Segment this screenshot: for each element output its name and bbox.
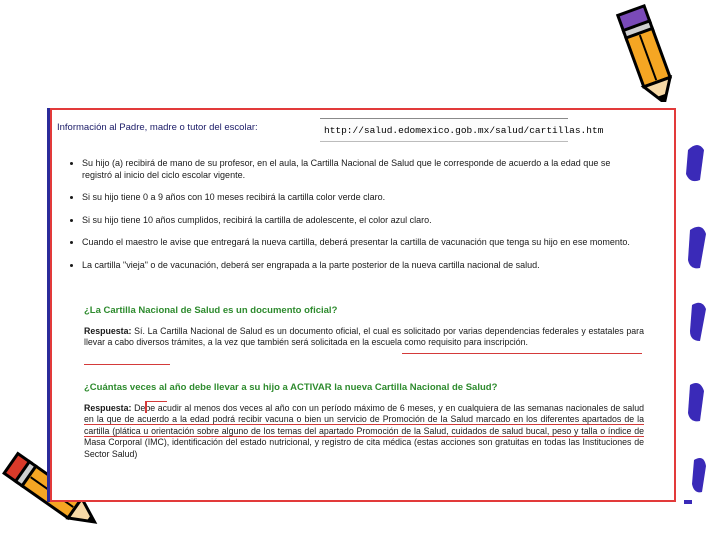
bullet-item: • Cuando el maestro le avise que entregará la nueva cartilla, deberá presentar la cartilla de vacunación que tenga su hijo en ese momento. bbox=[82, 237, 642, 249]
pencil-clipart-top bbox=[596, 2, 696, 102]
red-mark bbox=[145, 401, 147, 413]
red-underline bbox=[145, 401, 167, 402]
red-underline bbox=[84, 364, 170, 365]
question-heading: ¿La Cartilla Nacional de Salud es un documento oficial? bbox=[84, 305, 338, 316]
document-frame bbox=[50, 108, 676, 502]
red-underline bbox=[84, 436, 644, 437]
answer-label: Respuesta: bbox=[84, 403, 132, 413]
info-bullet-list bbox=[68, 158, 642, 282]
bullet-item: • Su hijo (a) recibirá de mano de su profesor, en el aula, la Cartilla Nacional de Salud que le corresponde de acuerdo a la edad que se registró al inicio del ciclo escolar vigente. bbox=[82, 158, 642, 181]
header-label: Información al Padre, madre o tutor del escolar: bbox=[57, 122, 258, 133]
answer-text: Debe acudir al menos dos veces al año con un período máximo de 6 meses, y en cualquiera de las semanas nacionales de salud en la que de acuerdo a la edad podrá recibir vacuna o bien un servicio de Promoción de la Salud marcado en los diferentes apartados de la cartilla (plática u orientación sobre alguno de los temas del apartado Promoción de la Salud, cuidados de salud bucal, peso y talla o índice de Masa Corporal (IMC), identificación del estado nutricional, y registro de cita médica (estas acciones son gratuitas en todas las Instituciones de Sector Salud) bbox=[84, 403, 644, 459]
red-underline bbox=[402, 353, 642, 354]
answer-paragraph bbox=[84, 403, 644, 460]
question-heading: ¿Cuántas veces al año debe llevar a su hijo a ACTIVAR la nueva Cartilla Nacional de Salud? bbox=[84, 382, 498, 393]
bullet-item: • La cartilla "vieja" o de vacunación, deberá ser engrapada a la parte posterior de la nueva cartilla nacional de salud. bbox=[82, 260, 642, 272]
answer-paragraph bbox=[84, 326, 644, 349]
answer-text: Sí. La Cartilla Nacional de Salud es un documento oficial, el cual es solicitado por varias dependencias federales y estatales para llevar a cabo diversos trámites, a la vez que también será solicitada en la escuela como requisito para inscripción. bbox=[84, 326, 644, 348]
red-underline bbox=[84, 424, 644, 425]
url-field: http://salud.edomexico.gob.mx/salud/cartillas.htm bbox=[320, 118, 568, 142]
bullet-item: • Si su hijo tiene 10 años cumplidos, recibirá la cartilla de adolescente, el color azul claro. bbox=[82, 215, 642, 227]
bullet-item: • Si su hijo tiene 0 a 9 años con 10 meses recibirá la cartilla color verde claro. bbox=[82, 192, 642, 204]
answer-label: Respuesta: bbox=[84, 326, 132, 336]
decorative-border-right bbox=[680, 100, 720, 510]
